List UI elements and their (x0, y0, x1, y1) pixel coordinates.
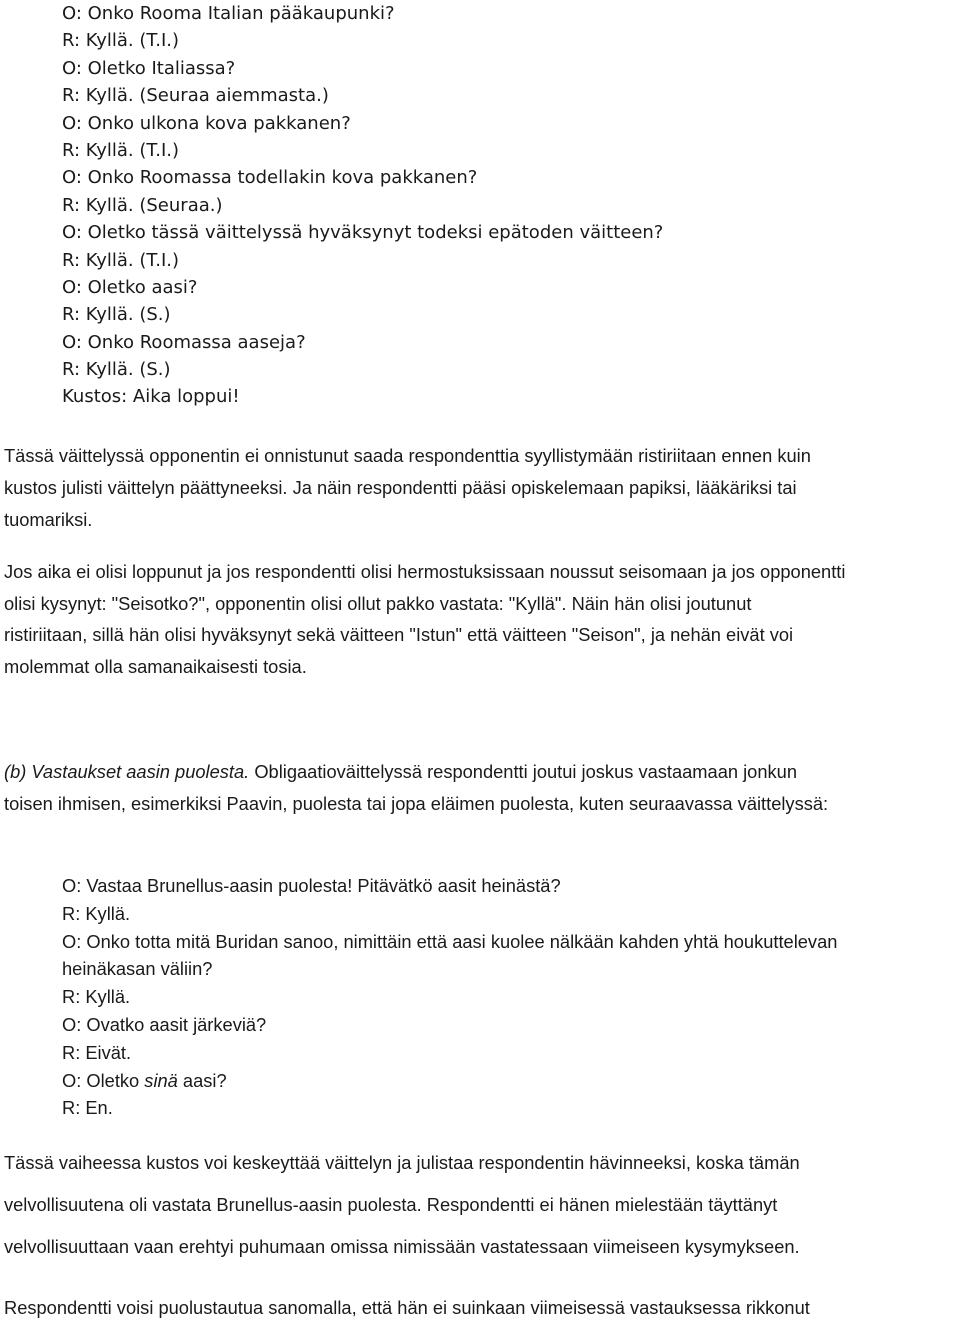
paragraph-line (4, 758, 960, 790)
dialogue-line (62, 1067, 960, 1095)
emphasis-text: sinä (144, 1069, 178, 1091)
dialogue-line: R: Kyllä. (T.I.) (62, 30, 180, 52)
dialogue-text: O: Oletko (62, 1069, 145, 1091)
paragraph-2 (4, 558, 960, 685)
paragraph-line: kustos julisti väittelyn päättyneeksi. Ja näin respondentti pääsi opiskelemaan papiksi, lääkäriksi tai (4, 477, 797, 498)
dialogue-block-2 (62, 872, 960, 1122)
dialogue-line: R: Kyllä. (62, 986, 131, 1008)
dialogue-line: Kustos: Aika loppui! (62, 386, 240, 408)
paragraph-line: Tässä vaiheessa kustos voi keskeyttää väittelyn ja julistaa respondentin hävinneeksi, koska tämän (4, 1152, 800, 1173)
dialogue-line: heinäkasan väliin? (62, 958, 213, 980)
dialogue-line: O: Ovatko aasit järkeviä? (62, 1013, 267, 1035)
dialogue-line: O: Onko Rooma Italian pääkaupunki? (62, 3, 395, 24)
paragraph-line: Jos aika ei olisi loppunut ja jos respondentti olisi hermostuksissaan noussut seisomaan ja jos opponentti (4, 561, 846, 582)
paragraph-1 (4, 442, 960, 538)
paragraph-3 (4, 758, 960, 822)
paragraph-line: olisi kysynyt: "Seisotko?", opponentin olisi ollut pakko vastata: "Kyllä". Näin hän olisi joutunut (4, 592, 752, 614)
paragraph-line: velvollisuutena oli vastata Brunellus-aasin puolesta. Respondentti ei hänen mielestään täyttänyt (4, 1194, 778, 1215)
dialogue-line: R: Kyllä. (Seuraa aiemmasta.) (62, 85, 329, 107)
paragraph-line: Tässä väittelyssä opponentin ei onnistunut saada respondenttia syyllistymään ristiriitaan ennen kuin (4, 445, 811, 466)
dialogue-line: R: Kyllä. (S.) (62, 304, 171, 326)
dialogue-text: aasi? (177, 1069, 227, 1091)
dialogue-line: R: Kyllä. (T.I.) (62, 139, 180, 161)
dialogue-line: O: Vastaa Brunellus-aasin puolesta! Pitävätkö aasit heinästä? (62, 875, 561, 896)
dialogue-line: R: Kyllä. (S.) (62, 359, 171, 381)
paragraph-4 (4, 1149, 960, 1275)
paragraph-text: Obligaatioväittelyssä respondentti joutui joskus vastaamaan jonkun (249, 761, 797, 782)
paragraph-line: Respondentti voisi puolustautua sanomalla, että hän ei suinkaan viimeisessä vastauksessa rikkonut (4, 1297, 810, 1318)
paragraph-line: toisen ihmisen, esimerkiksi Paavin, puolesta tai jopa eläimen puolesta, kuten seuraavassa väittelyssä: (4, 793, 829, 814)
paragraph-line: molemmat olla samanaikaisesti tosia. (4, 656, 307, 678)
dialogue-line: R: Kyllä. (62, 902, 131, 924)
dialogue-line: R: Eivät. (62, 1041, 132, 1063)
dialogue-block-1 (62, 0, 960, 411)
dialogue-line: R: En. (62, 1097, 113, 1119)
paragraph-line: velvollisuuttaan vaan erehtyi puhumaan omissa nimissään vastatessaan viimeiseen kysymykseen. (4, 1236, 800, 1257)
dialogue-line: O: Onko Roomassa todellakin kova pakkanen? (62, 167, 478, 189)
dialogue-line: O: Onko totta mitä Buridan sanoo, nimittäin että aasi kuolee nälkään kahden yhtä houkuttelevan (62, 930, 838, 952)
dialogue-line: O: Oletko aasi? (62, 276, 198, 298)
section-heading: (b) Vastaukset aasin puolesta. (4, 761, 250, 782)
paragraph-line: tuomariksi. (4, 509, 93, 530)
dialogue-line: O: Onko Roomassa aaseja? (62, 331, 306, 353)
dialogue-line: O: Oletko tässä väittelyssä hyväksynyt todeksi epätoden väitteen? (62, 222, 664, 244)
dialogue-line: O: Onko ulkona kova pakkanen? (62, 112, 351, 134)
dialogue-line: R: Kyllä. (Seuraa.) (62, 194, 223, 216)
dialogue-line: R: Kyllä. (T.I.) (62, 249, 180, 271)
paragraph-5 (4, 1294, 960, 1324)
dialogue-line: O: Oletko Italiassa? (62, 57, 236, 79)
paragraph-line: ristiriitaan, sillä hän olisi hyväksynyt sekä väitteen "Istun" että väitteen "Seison", ja nehän eivät voi (4, 624, 794, 646)
